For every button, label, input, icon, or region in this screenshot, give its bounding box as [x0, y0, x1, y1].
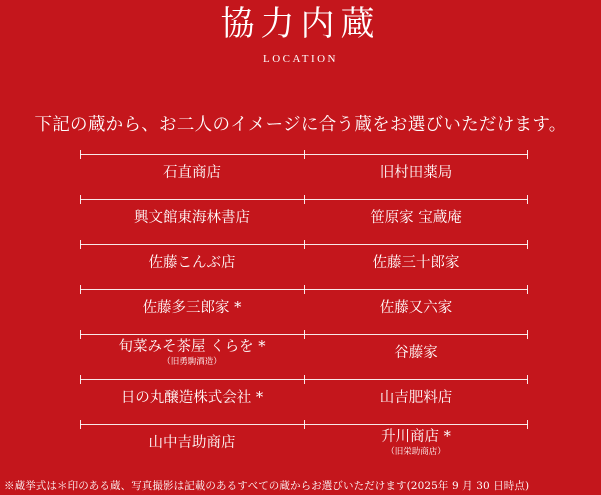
- brewery-item: [304, 150, 528, 195]
- brewery-name: 佐藤又六家: [379, 299, 453, 316]
- footnote: ※蔵挙式は＊印のある蔵、写真撮影は記載のあるすべての蔵からお選びいただけます(2025年 9 月 30 日時点): [4, 480, 530, 492]
- page-title: 協力内蔵: [220, 4, 381, 44]
- brewery-name: 旬菜みそ茶屋 くらを *: [118, 339, 266, 355]
- brewery-name: 谷藤家: [394, 344, 438, 361]
- brewery-name: 佐藤多三郎家 *: [142, 299, 242, 316]
- brewery-item: [80, 330, 304, 375]
- brewery-item: [304, 375, 528, 420]
- brewery-item: [80, 420, 304, 465]
- brewery-former-name: （旧勇駒酒造）: [162, 357, 222, 367]
- page-subtitle: LOCATION: [263, 53, 338, 65]
- lead-text: 下記の蔵から、お二人のイメージに合う蔵をお選びいただけます。: [34, 115, 567, 135]
- brewery-former-name: （旧栄助商店）: [386, 447, 446, 457]
- brewery-name: 石直商店: [163, 164, 221, 181]
- brewery-name: 日の丸醸造株式会社 *: [120, 389, 264, 406]
- brewery-item: [304, 285, 528, 330]
- brewery-item: [304, 330, 528, 375]
- brewery-item: [304, 240, 528, 285]
- brewery-name: 佐藤こんぶ店: [148, 254, 236, 271]
- brewery-name: 笹原家 宝蔵庵: [370, 209, 462, 226]
- brewery-item: [304, 420, 528, 465]
- brewery-name: 佐藤三十郎家: [372, 254, 460, 271]
- brewery-name: 山中吉助商店: [148, 434, 236, 451]
- brewery-list: [80, 150, 528, 468]
- brewery-name: 旧村田薬局: [379, 164, 453, 181]
- brewery-name: 山吉肥料店: [379, 389, 453, 406]
- brewery-item: [80, 240, 304, 285]
- brewery-item: [80, 285, 304, 330]
- brewery-name: 升川商店 *: [381, 429, 451, 445]
- brewery-item: [80, 150, 304, 195]
- brewery-item: [304, 195, 528, 240]
- brewery-name: 興文館東海林書店: [134, 209, 250, 226]
- brewery-item: [80, 375, 304, 420]
- brewery-item: [80, 195, 304, 240]
